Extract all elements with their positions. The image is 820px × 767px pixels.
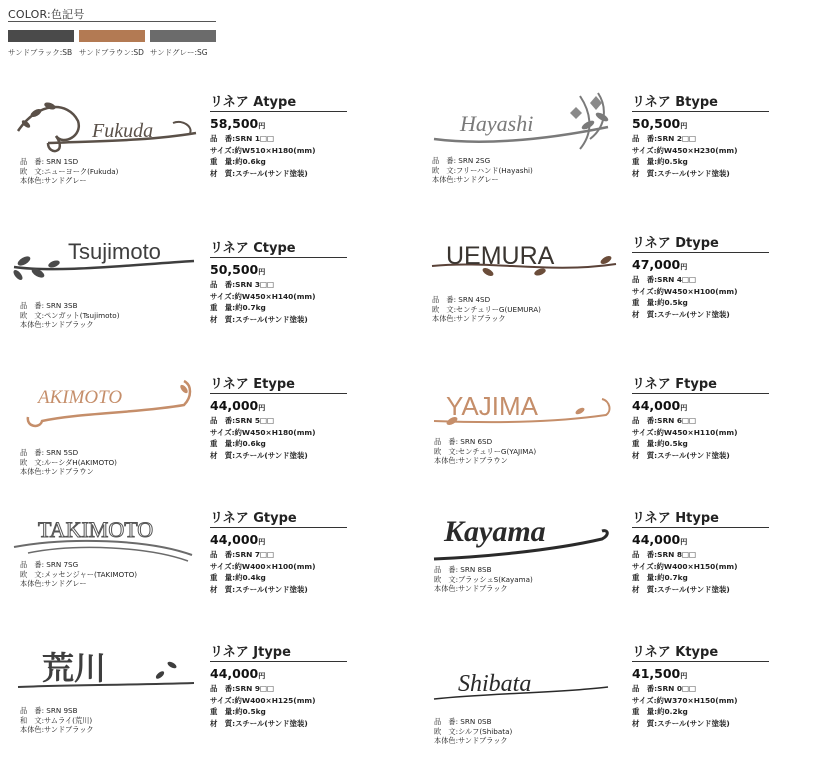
product-size: サイズ:約W450×H110(mm)	[632, 427, 738, 437]
product-weight: 重 量:約0.7kg	[632, 573, 688, 583]
spec-color: 本体色:サンドブラック	[20, 320, 94, 330]
product-material: 材 質:スチール(サンド塗装)	[632, 309, 730, 319]
product-material: 材 質:スチール(サンド塗装)	[210, 584, 308, 594]
product-weight: 重 量:約0.5kg	[632, 157, 688, 167]
product-title: リネア Ktype	[632, 645, 719, 660]
title-divider	[632, 661, 769, 662]
product-info	[632, 549, 737, 595]
product-title: リネア Htype	[632, 511, 719, 526]
spec-font: 欧 文:センチュリーG(UEMURA)	[432, 304, 541, 314]
spec-color: 本体色:サンドグレー	[20, 176, 87, 186]
product-info	[632, 415, 737, 461]
product-weight: 重 量:約0.6kg	[210, 157, 266, 167]
title-divider	[210, 111, 347, 112]
product-weight: 重 量:約0.5kg	[632, 298, 688, 308]
product-card-d	[430, 232, 820, 357]
product-price: 44,000円	[210, 532, 266, 547]
spec-color: 本体色:サンドグレー	[20, 579, 87, 589]
product-code: 品 番:SRN 9□□	[210, 684, 275, 693]
product-card-g	[8, 507, 408, 632]
product-material: 材 質:スチール(サンド塗装)	[632, 168, 730, 178]
spec-code: 品 番: SRN 6SD	[434, 437, 493, 446]
title-divider	[632, 252, 769, 253]
spec-block	[432, 295, 541, 324]
product-info	[632, 274, 737, 320]
spec-font: 欧 文:メッセンジャー(TAKIMOTO)	[20, 569, 138, 579]
nameplate-text: Shibata	[458, 671, 532, 697]
nameplate-text: Tsujimoto	[68, 239, 161, 264]
product-weight: 重 量:約0.2kg	[632, 707, 688, 717]
title-divider	[632, 111, 769, 112]
product-code: 品 番:SRN 7□□	[210, 550, 275, 559]
product-card-j	[8, 641, 408, 766]
spec-block	[20, 706, 94, 735]
spec-color: 本体色:サンドブラウン	[20, 467, 94, 477]
title-divider	[210, 393, 347, 394]
product-size: サイズ:約W450×H100(mm)	[632, 286, 738, 296]
spec-color: 本体色:サンドブラック	[434, 736, 508, 746]
product-card-a	[8, 91, 408, 216]
product-size: サイズ:約W450×H180(mm)	[210, 427, 316, 437]
product-material: 材 質:スチール(サンド塗装)	[632, 450, 730, 460]
product-size: サイズ:約W400×H125(mm)	[210, 695, 316, 705]
swatch-sand-brown	[79, 30, 145, 42]
product-info	[632, 683, 737, 729]
spec-font: 和 文:サムライ(荒川)	[20, 715, 93, 725]
nameplate-text: Hayashi	[460, 111, 534, 136]
product-material: 材 質:スチール(サンド塗装)	[210, 314, 308, 324]
spec-color: 本体色:サンドブラック	[20, 725, 94, 735]
spec-code: 品 番: SRN 5SD	[20, 448, 79, 457]
spec-font: 欧 文:センチュリーG(YAJIMA)	[434, 446, 537, 456]
spec-color: 本体色:サンドブラック	[434, 584, 508, 594]
spec-code: 品 番: SRN 9SB	[20, 706, 78, 715]
product-material: 材 質:スチール(サンド塗装)	[632, 584, 730, 594]
product-material: 材 質:スチール(サンド塗装)	[632, 718, 730, 728]
product-title: リネア Gtype	[210, 511, 297, 526]
nameplate-text: YAJIMA	[446, 391, 538, 421]
product-code: 品 番:SRN 5□□	[210, 416, 275, 425]
spec-font: 欧 文:ペンガット(Tsujimoto)	[20, 310, 120, 320]
spec-code: 品 番: SRN 2SG	[432, 156, 491, 165]
swatch-label-sand-gray: サンドグレー:SG	[150, 48, 208, 57]
product-material: 材 質:スチール(サンド塗装)	[210, 168, 308, 178]
product-material: 材 質:スチール(サンド塗装)	[210, 718, 308, 728]
color-legend-divider	[8, 21, 216, 22]
product-code: 品 番:SRN 1□□	[210, 134, 275, 143]
product-material: 材 質:スチール(サンド塗装)	[210, 450, 308, 460]
title-divider	[632, 393, 769, 394]
product-code: 品 番:SRN 4□□	[632, 275, 697, 284]
nameplate-text: 荒川	[42, 649, 107, 687]
spec-block	[434, 437, 536, 466]
product-price: 50,500円	[210, 262, 266, 277]
spec-color: 本体色:サンドグレー	[432, 175, 499, 185]
spec-font: 欧 文:ニューヨーク(Fukuda)	[20, 166, 119, 176]
product-weight: 重 量:約0.7kg	[210, 303, 266, 313]
product-card-b	[430, 91, 820, 216]
spec-block	[20, 157, 118, 186]
product-weight: 重 量:約0.4kg	[210, 573, 266, 583]
product-title: リネア Ftype	[632, 377, 717, 392]
product-title: リネア Etype	[210, 377, 295, 392]
product-title: リネア Atype	[210, 95, 297, 110]
product-price: 44,000円	[632, 532, 688, 547]
spec-code: 品 番: SRN 1SD	[20, 157, 79, 166]
product-price: 44,000円	[210, 666, 266, 681]
spec-block	[432, 156, 533, 185]
nameplate-text: UEMURA	[446, 242, 555, 270]
product-info	[210, 683, 315, 729]
spec-code: 品 番: SRN 7SG	[20, 560, 79, 569]
product-size: サイズ:約W370×H150(mm)	[632, 695, 738, 705]
product-price: 41,500円	[632, 666, 688, 681]
product-code: 品 番:SRN 6□□	[632, 416, 697, 425]
product-size: サイズ:約W450×H230(mm)	[632, 145, 738, 155]
product-info	[210, 279, 315, 325]
product-card-f	[430, 373, 820, 498]
title-divider	[632, 527, 769, 528]
product-title: リネア Jtype	[210, 645, 291, 660]
product-code: 品 番:SRN 0□□	[632, 684, 697, 693]
swatch-sand-gray	[150, 30, 216, 42]
swatch-label-sand-brown: サンドブラウン:SD	[79, 48, 144, 57]
title-divider	[210, 257, 347, 258]
product-weight: 重 量:約0.5kg	[210, 707, 266, 717]
swatch-sand-black	[8, 30, 74, 42]
product-price: 58,500円	[210, 116, 266, 131]
product-size: サイズ:約W450×H140(mm)	[210, 291, 316, 301]
product-price: 44,000円	[210, 398, 266, 413]
spec-block	[20, 560, 137, 589]
spec-block	[434, 565, 533, 594]
spec-code: 品 番: SRN 3SB	[20, 301, 78, 310]
spec-font: 欧 文:フリーハンド(Hayashi)	[432, 165, 533, 175]
swatch-label-sand-black: サンドブラック:SB	[8, 48, 73, 57]
product-price: 44,000円	[632, 398, 688, 413]
product-title: リネア Btype	[632, 95, 718, 110]
product-code: 品 番:SRN 3□□	[210, 280, 275, 289]
product-code: 品 番:SRN 8□□	[632, 550, 697, 559]
product-info	[210, 415, 315, 461]
product-card-e	[8, 373, 408, 498]
product-info	[210, 549, 315, 595]
product-card-k	[430, 641, 820, 766]
spec-color: 本体色:サンドブラウン	[434, 456, 508, 466]
product-title: リネア Dtype	[632, 236, 719, 251]
product-price: 50,500円	[632, 116, 688, 131]
product-size: サイズ:約W510×H180(mm)	[210, 145, 316, 155]
product-size: サイズ:約W400×H100(mm)	[210, 561, 316, 571]
nameplate-text: AKIMOTO	[38, 387, 123, 408]
product-weight: 重 量:約0.5kg	[632, 439, 688, 449]
spec-code: 品 番: SRN 0SB	[434, 717, 492, 726]
product-code: 品 番:SRN 2□□	[632, 134, 697, 143]
spec-font: 欧 文:ルーシダH(AKIMOTO)	[20, 457, 117, 467]
nameplate-text: Kayama	[444, 515, 546, 548]
product-info	[210, 133, 315, 179]
spec-code: 品 番: SRN 4SD	[432, 295, 491, 304]
spec-block	[434, 717, 512, 746]
product-weight: 重 量:約0.6kg	[210, 439, 266, 449]
color-legend-title: COLOR:色記号	[8, 8, 85, 21]
spec-font: 欧 文:シルフ(Shibata)	[434, 726, 513, 736]
spec-color: 本体色:サンドブラック	[432, 314, 506, 324]
nameplate-text: Fukuda	[92, 120, 154, 142]
product-size: サイズ:約W400×H150(mm)	[632, 561, 738, 571]
product-info	[632, 133, 737, 179]
title-divider	[210, 661, 347, 662]
product-card-c	[8, 237, 408, 362]
title-divider	[210, 527, 347, 528]
spec-block	[20, 448, 117, 477]
product-title: リネア Ctype	[210, 241, 296, 256]
spec-font: 欧 文:ブラッシュS(Kayama)	[434, 574, 533, 584]
spec-block	[20, 301, 120, 330]
nameplate-text: TAKIMOTO	[38, 517, 154, 542]
product-card-h	[430, 507, 820, 632]
product-price: 47,000円	[632, 257, 688, 272]
spec-code: 品 番: SRN 8SB	[434, 565, 492, 574]
